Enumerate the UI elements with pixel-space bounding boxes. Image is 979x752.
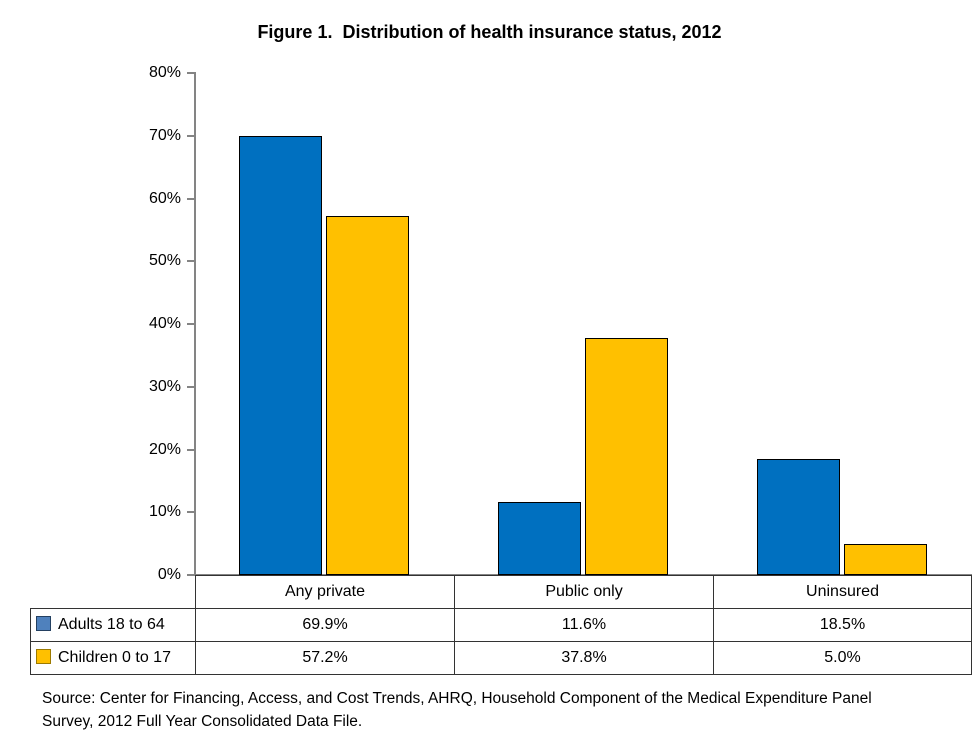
y-axis-label: 80% (148, 64, 181, 81)
value-cell: 57.2% (196, 642, 455, 675)
bar (498, 502, 581, 575)
source-line-2: Survey, 2012 Full Year Consolidated Data File. (42, 713, 363, 730)
value-cell: 5.0% (714, 642, 972, 675)
table-row (31, 642, 972, 675)
y-axis-label: 70% (148, 126, 181, 144)
legend-swatch-icon (36, 616, 51, 631)
bar-group (712, 73, 971, 575)
legend-label: Children 0 to 17 (58, 649, 171, 666)
bar (844, 544, 927, 575)
value-cell: 37.8% (455, 642, 714, 675)
y-axis-label: 50% (148, 252, 181, 270)
category-header-cell: Uninsured (714, 576, 972, 609)
plot-area (195, 73, 971, 575)
source-note (42, 687, 957, 733)
table-row (31, 609, 972, 642)
y-axis-label: 60% (148, 189, 181, 207)
bar-group (454, 73, 713, 575)
y-axis-label: 10% (148, 503, 181, 521)
y-axis-label: 0% (157, 566, 181, 583)
value-cell: 69.9% (196, 609, 455, 642)
bar (585, 338, 668, 575)
legend-swatch-icon (36, 649, 51, 664)
y-axis-label: 40% (148, 315, 181, 332)
legend-label: Adults 18 to 64 (58, 616, 165, 633)
table-corner-cell (31, 576, 196, 609)
chart-title: Figure 1. Distribution of health insurance status, 2012 (257, 22, 722, 42)
value-cell: 18.5% (714, 609, 972, 642)
bar (239, 136, 322, 575)
bar (326, 216, 409, 575)
bar (757, 459, 840, 575)
bar-group (195, 73, 454, 575)
category-header-cell: Public only (455, 576, 714, 609)
category-header-row (31, 576, 972, 609)
legend-cell (31, 609, 196, 642)
category-header-cell: Any private (196, 576, 455, 609)
value-cell: 11.6% (455, 609, 714, 642)
y-axis-label: 30% (148, 377, 181, 395)
y-axis-label: 20% (148, 440, 181, 458)
legend-cell (31, 642, 196, 675)
data-table (30, 575, 972, 675)
source-line-1: Source: Center for Financing, Access, and Cost Trends, AHRQ, Household Component of the Medical Expenditure Panel (42, 690, 872, 707)
